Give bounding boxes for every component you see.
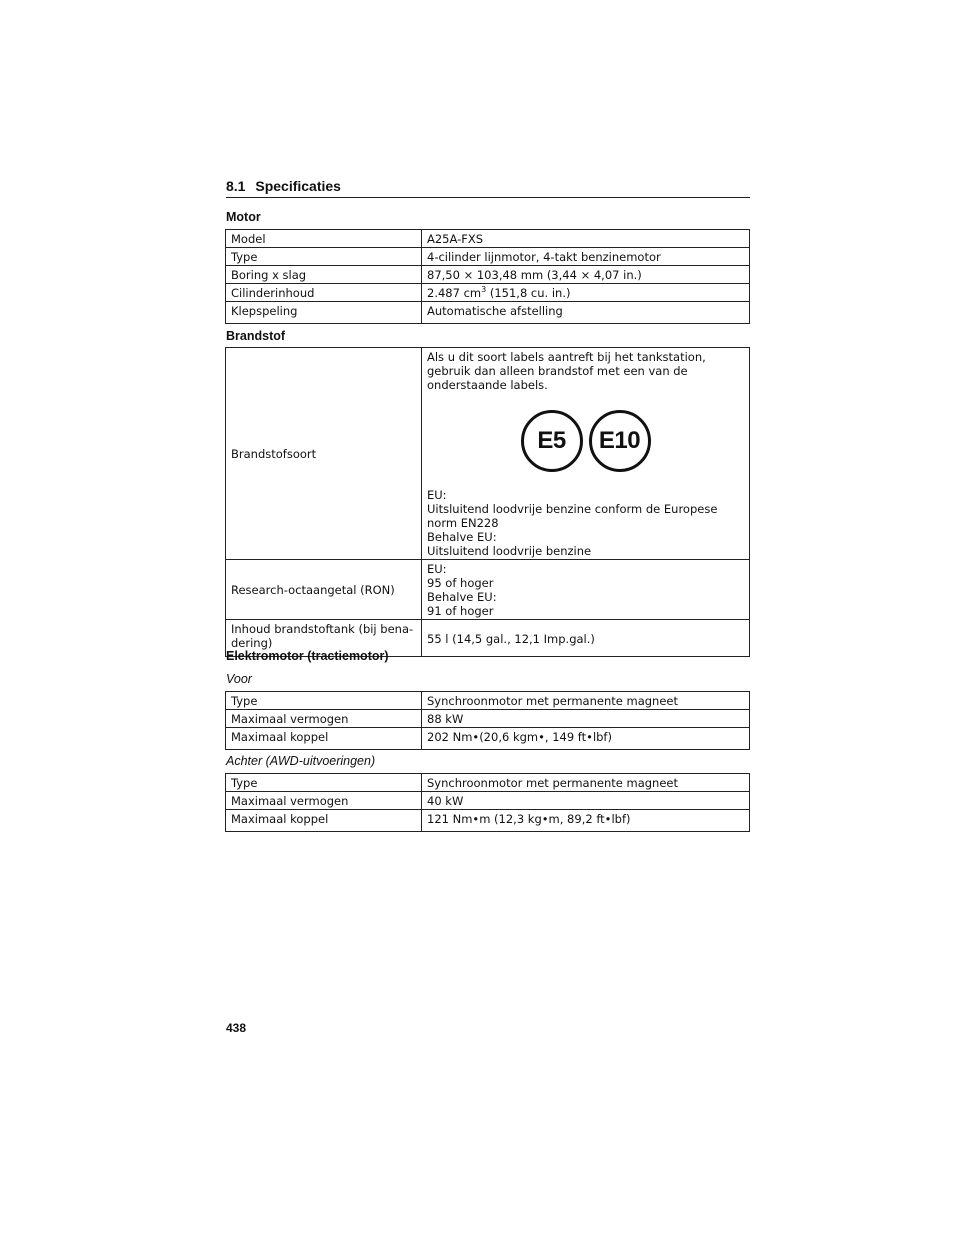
motor-heading: Motor [226,210,261,224]
displacement-value: 2.487 cm [427,286,482,300]
spec-value [422,560,750,620]
spec-value: 87,50 × 103,48 mm (3,44 × 4,07 in.) [422,266,750,284]
electric-motor-heading: Elektromotor (tractiemotor) [226,649,389,663]
section-title [226,178,750,198]
spec-key: Boring x slag [226,266,422,284]
spec-key: Maximaal koppel [226,728,422,750]
table-row [226,710,750,728]
fuel-table [225,347,750,657]
front-subheading: Voor [226,672,252,686]
spec-key: Type [226,692,422,710]
spec-value [422,348,750,560]
spec-value: Automatische afstelling [422,302,750,324]
spec-key: Klepspeling [226,302,422,324]
spec-value: Synchroonmotor met permanente magneet [422,692,750,710]
spec-value [422,284,750,302]
spec-value: 55 l (14,5 gal., 12,1 Imp.gal.) [422,620,750,657]
table-row [226,728,750,750]
eu-text: Uitsluitend loodvrije benzine conform de Europese norm EN228 [427,502,718,530]
rear-subheading: Achter (AWD-uitvoeringen) [226,754,376,768]
section-number: 8.1 [226,178,246,194]
octane-line: Behalve EU: [427,590,497,604]
octane-line: 95 of hoger [427,576,494,590]
table-row [226,810,750,832]
table-row [226,692,750,710]
spec-key: Brandstofsoort [226,348,422,560]
spec-value: A25A-FXS [422,230,750,248]
page-number: 438 [226,1021,247,1035]
spec-value: 202 Nm•(20,6 kgm•, 149 ft•lbf) [422,728,750,750]
non-eu-heading: Behalve EU: [427,530,497,544]
e5-fuel-label: E5 [521,410,583,472]
displacement-unit-exponent: 3 [481,285,487,294]
table-row [226,792,750,810]
spec-key: Maximaal koppel [226,810,422,832]
table-row [226,284,750,302]
tank-key-line: Inhoud brandstoftank (bij bena- [231,622,414,636]
table-row [226,248,750,266]
table-row [226,348,750,560]
table-row [226,774,750,792]
spec-value: 121 Nm•m (12,3 kg•m, 89,2 ft•lbf) [422,810,750,832]
octane-line: 91 of hoger [427,604,494,618]
spec-key: Type [226,774,422,792]
tank-key-line: dering) [231,636,273,650]
spec-key: Research-octaangetal (RON) [226,560,422,620]
spec-key: Type [226,248,422,266]
motor-table [225,229,750,324]
fuel-labels [427,410,744,472]
octane-line: EU: [427,562,447,576]
spec-value: 4-cilinder lijnmotor, 4-takt benzinemotor [422,248,750,266]
eu-heading: EU: [427,488,447,502]
table-row [226,266,750,284]
table-row [226,302,750,324]
rear-motor-table [225,773,750,832]
table-row [226,560,750,620]
e10-fuel-label: E10 [589,410,651,472]
spec-value: 88 kW [422,710,750,728]
spec-value: 40 kW [422,792,750,810]
spec-key: Maximaal vermogen [226,710,422,728]
section-title-text: Specificaties [255,178,341,194]
spec-value: Synchroonmotor met permanente magneet [422,774,750,792]
displacement-imperial: (151,8 cu. in.) [486,286,571,300]
fuel-heading: Brandstof [226,329,286,343]
fuel-label-intro: Als u dit soort labels aantreft bij het tankstation, gebruik dan alleen brandstof met een van de onderstaande labels. [427,350,706,392]
front-motor-table [225,691,750,750]
spec-key: Model [226,230,422,248]
spec-key: Maximaal vermogen [226,792,422,810]
table-row [226,230,750,248]
non-eu-text: Uitsluitend loodvrije benzine [427,544,592,558]
spec-key: Cilinderinhoud [226,284,422,302]
